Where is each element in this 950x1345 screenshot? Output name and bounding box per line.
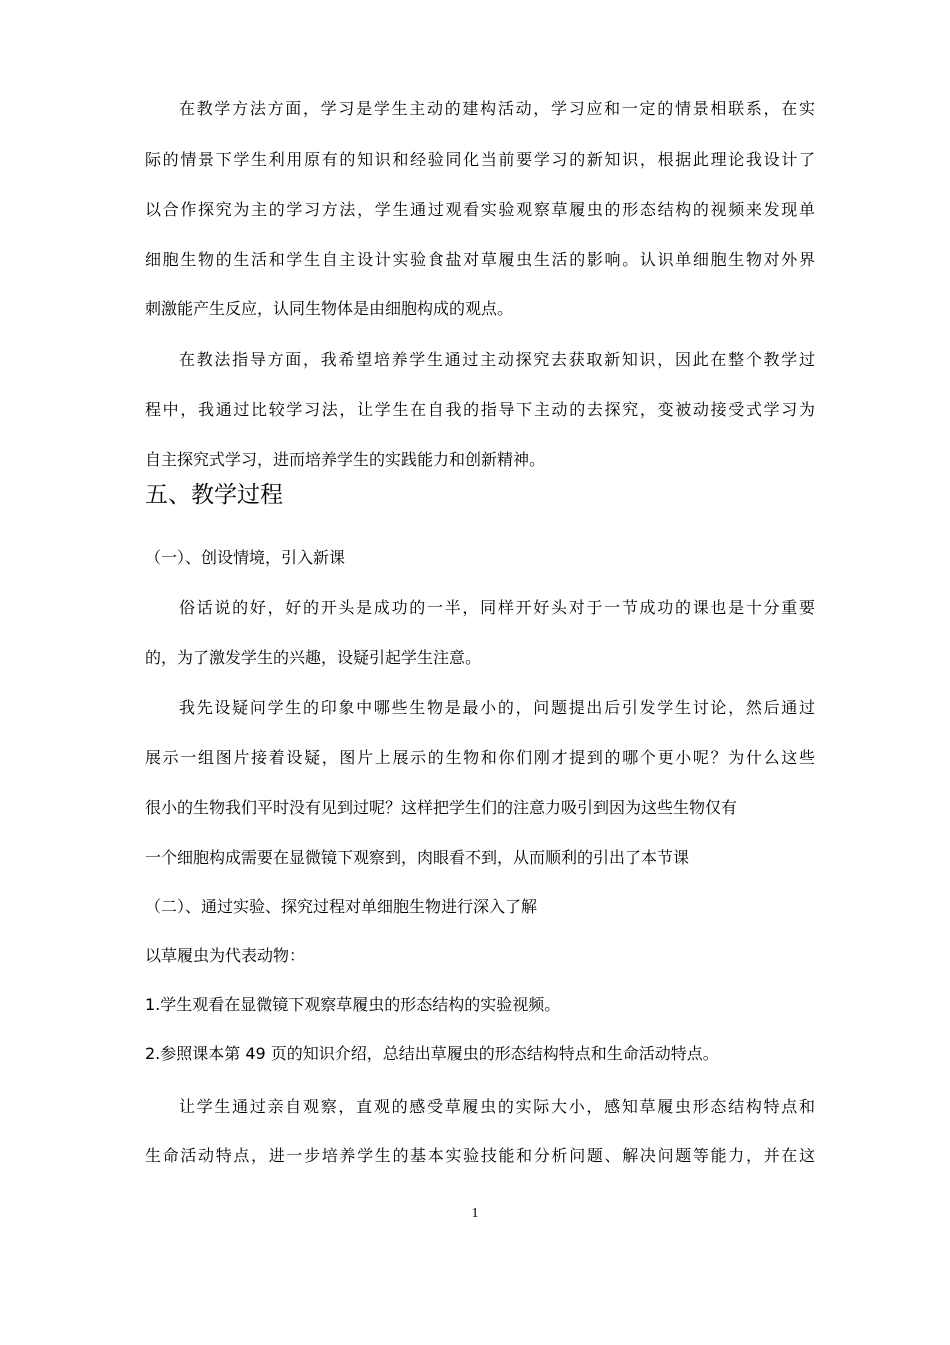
paragraph-line: 在教学方法方面，学习是学生主动的建构活动，学习应和一定的情景相联系，在实 [179,99,815,118]
paragraph-line: 让学生通过亲自观察，直观的感受草履虫的实际大小，感知草履虫形态结构特点和 [179,1097,815,1116]
paragraph-line: 际的情景下学生利用原有的知识和经验同化当前要学习的新知识，根据此理论我设计了 [145,150,815,169]
paragraph-line: 很小的生物我们平时没有见到过呢？这样把学生们的注意力吸引到因为这些生物仅有 [145,798,738,817]
subsection-heading: （二）、通过实验、探究过程对单细胞生物进行深入了解 [145,897,538,916]
paragraph-line: 在教法指导方面，我希望培养学生通过主动探究去获取新知识，因此在整个教学过 [179,350,815,369]
paragraph-line: 程中，我通过比较学习法，让学生在自我的指导下主动的去探究，变被动接受式学习为 [145,400,815,419]
paragraph-line: 细胞生物的生活和学生自主设计实验食盐对草履虫生活的影响。认识单细胞生物对外界 [145,250,815,269]
paragraph-line: 以草履虫为代表动物： [145,946,306,965]
paragraph-line: 刺激能产生反应，认同生物体是由细胞构成的观点。 [145,299,514,318]
paragraph-line: 自主探究式学习，进而培养学生的实践能力和创新精神。 [145,450,546,469]
paragraph-line: 展示一组图片接着设疑，图片上展示的生物和你们刚才提到的哪个更小呢？为什么这些 [145,748,815,767]
page-number: 1 [471,1206,479,1221]
paragraph-line: 一个细胞构成需要在显微镜下观察到，肉眼看不到，从而顺利的引出了本节课 [145,848,690,867]
paragraph-line: 生命活动特点，进一步培养学生的基本实验技能和分析问题、解决问题等能力，并在这 [145,1146,815,1165]
list-item: 1.学生观看在显微镜下观察草履虫的形态结构的实验视频。 [145,995,561,1014]
paragraph-line: 俗话说的好，好的开头是成功的一半，同样开好头对于一节成功的课也是十分重要 [179,598,815,617]
paragraph-line: 我先设疑问学生的印象中哪些生物是最小的，问题提出后引发学生讨论，然后通过 [179,698,815,717]
list-item: 2.参照课本第 49 页的知识介绍，总结出草履虫的形态结构特点和生命活动特点。 [145,1044,719,1063]
paragraph-line: 以合作探究为主的学习方法，学生通过观看实验观察草履虫的形态结构的视频来发现单 [145,200,815,219]
paragraph-line: 的，为了激发学生的兴趣，设疑引起学生注意。 [145,648,482,667]
section-heading: 五、教学过程 [145,482,283,508]
subsection-heading: （一）、创设情境，引入新课 [145,548,346,567]
